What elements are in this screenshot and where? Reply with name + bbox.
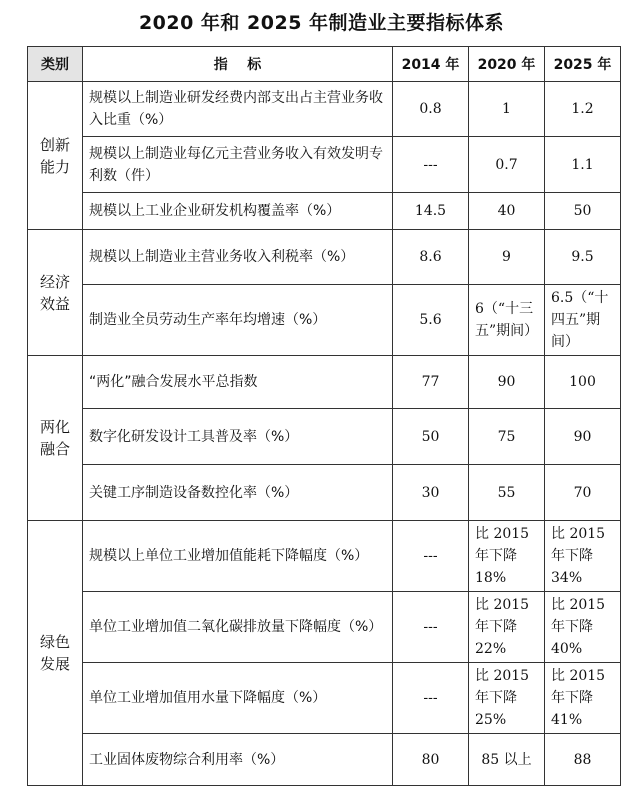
indicator-cell: 数字化研发设计工具普及率（%） [83,409,393,465]
value-2020: 比 2015 年下降 25% [469,663,545,734]
header-row [28,47,621,82]
value-2025: 50 [545,193,621,230]
indicator-table [27,46,621,786]
indicator-cell: “两化”融合发展水平总指数 [83,356,393,409]
value-2020: 6（“十三五”期间） [469,285,545,356]
value-2025: 比 2015 年下降 41% [545,663,621,734]
value-2014: 77 [393,356,469,409]
value-2025: 1.1 [545,137,621,193]
value-2014: 80 [393,734,469,786]
table-row [28,285,621,356]
category-label: 经济效益 [39,272,70,313]
header-2014: 2014 年 [393,47,469,82]
table-row [28,734,621,786]
value-2020: 55 [469,465,545,521]
value-2014: 14.5 [393,193,469,230]
indicator-cell: 规模以上单位工业增加值能耗下降幅度（%） [83,521,393,592]
table-row [28,193,621,230]
indicator-cell: 规模以上制造业研发经费内部支出占主营业务收入比重（%） [83,82,393,137]
value-2020: 9 [469,230,545,285]
value-2014: --- [393,521,469,592]
indicator-cell: 工业固体废物综合利用率（%） [83,734,393,786]
header-indicator: 指 标 [83,47,393,82]
table-title: 2020 年和 2025 年制造业主要指标体系 [138,12,505,34]
value-2020: 1 [469,82,545,137]
category-label: 绿色发展 [39,633,70,673]
table-row [28,230,621,285]
category-cell [28,230,83,356]
value-2014: --- [393,663,469,734]
indicator-cell: 规模以上制造业主营业务收入利税率（%） [83,230,393,285]
value-2020: 75 [469,409,545,465]
value-2020: 85 以上 [469,734,545,786]
value-2025: 100 [545,356,621,409]
table-row [28,521,621,592]
value-2014: 0.8 [393,82,469,137]
value-2020: 比 2015 年下降 18% [469,521,545,592]
value-2020: 比 2015 年下降 22% [469,592,545,663]
category-label: 两化融合 [39,418,70,458]
value-2025: 1.2 [545,82,621,137]
category-label: 创新能力 [39,135,70,176]
indicator-cell: 单位工业增加值用水量下降幅度（%） [83,663,393,734]
value-2025: 88 [545,734,621,786]
header-category: 类别 [28,47,83,82]
table-row [28,137,621,193]
indicator-cell: 关键工序制造设备数控化率（%） [83,465,393,521]
table-row [28,663,621,734]
indicator-cell: 制造业全员劳动生产率年均增速（%） [83,285,393,356]
value-2025: 比 2015 年下降 34% [545,521,621,592]
category-cell [28,521,83,786]
indicator-cell: 单位工业增加值二氧化碳排放量下降幅度（%） [83,592,393,663]
value-2014: 8.6 [393,230,469,285]
value-2020: 0.7 [469,137,545,193]
header-2025: 2025 年 [545,47,621,82]
value-2020: 40 [469,193,545,230]
value-2025: 9.5 [545,230,621,285]
value-2020: 90 [469,356,545,409]
value-2014: 30 [393,465,469,521]
table-row [28,82,621,137]
value-2025: 6.5（“十四五”期间） [545,285,621,356]
value-2014: --- [393,592,469,663]
indicator-cell: 规模以上制造业每亿元主营业务收入有效发明专利数（件） [83,137,393,193]
value-2025: 比 2015 年下降 40% [545,592,621,663]
category-cell [28,356,83,521]
value-2014: --- [393,137,469,193]
table-row [28,592,621,663]
value-2014: 50 [393,409,469,465]
category-cell [28,82,83,230]
value-2025: 90 [545,409,621,465]
table-row [28,409,621,465]
table-row [28,356,621,409]
header-2020: 2020 年 [469,47,545,82]
indicator-cell: 规模以上工业企业研发机构覆盖率（%） [83,193,393,230]
value-2025: 70 [545,465,621,521]
table-row [28,465,621,521]
value-2014: 5.6 [393,285,469,356]
